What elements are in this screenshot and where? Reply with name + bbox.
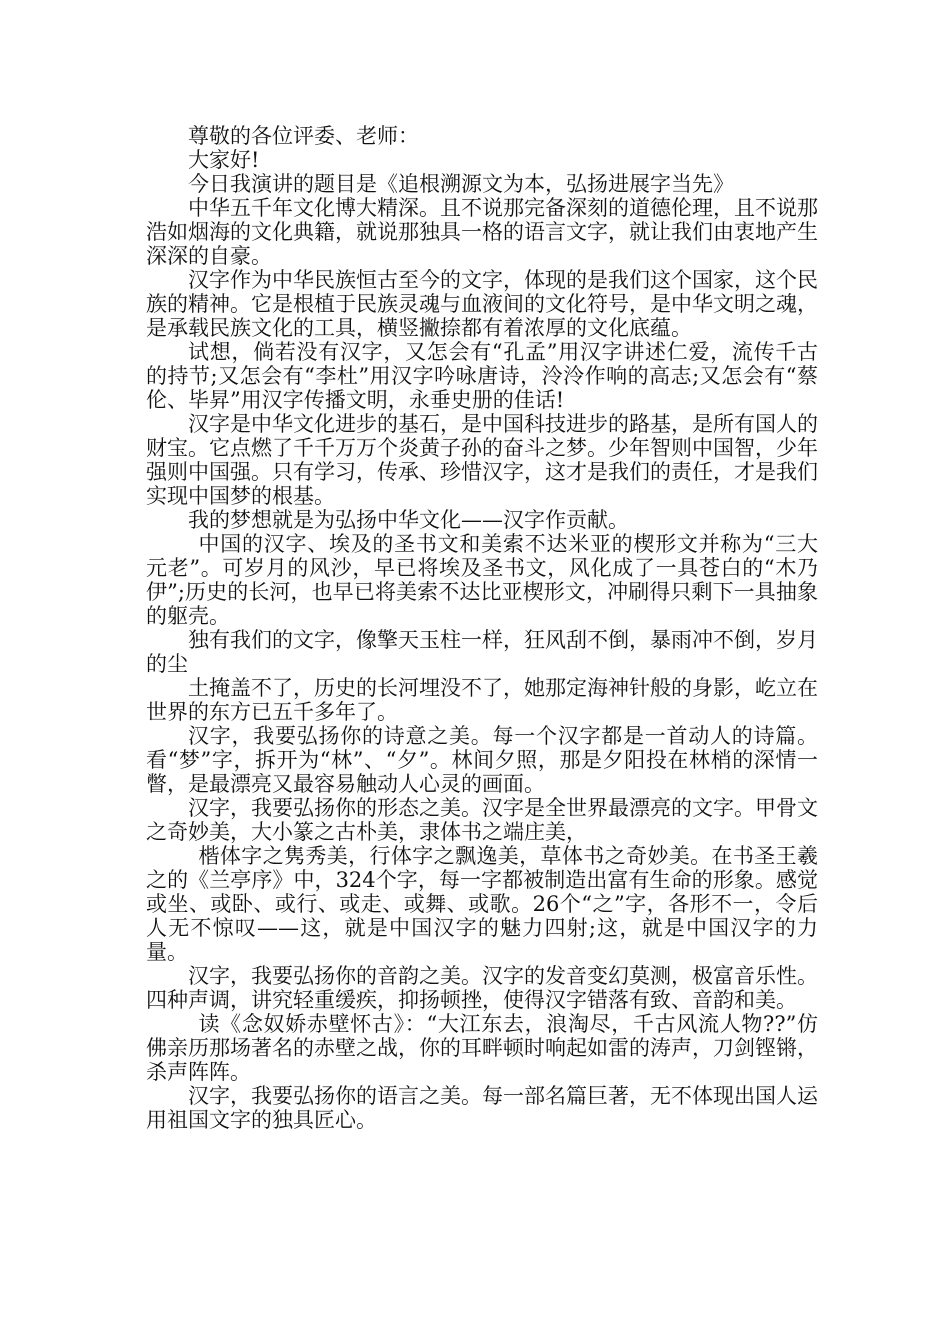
paragraph: 我的梦想就是为弘扬中华文化——汉字作贡献。 — [188, 508, 629, 532]
paragraph: 汉字，我要弘扬你的音韵之美。汉字的发音变幻莫测，极富音乐性。四种声调，讲究轻重缓疾，抑扬顿挫，使得汉字错落有致、音韵和美。 — [146, 964, 818, 1012]
paragraph: 中华五千年文化博大精深。且不说那完备深刻的道德伦理，且不说那浩如烟海的文化典籍，就说那独具一格的语言文字，就让我们由衷地产生深深的自豪。 — [146, 196, 818, 268]
paragraph: 读《念奴娇赤壁怀古》：“大江东去，浪淘尽，千古风流人物??”仿佛亲历那场著名的赤壁之战，你的耳畔顿时响起如雷的涛声，刀剑铿锵，杀声阵阵。 — [146, 1012, 818, 1084]
paragraph: 楷体字之隽秀美，行体字之飘逸美，草体书之奇妙美。在书圣王羲之的《兰亭序》中，324个字，每一字都被制造出富有生命的形象。感觉或坐、或卧、或行、或走、或舞、或歌。26个“之”字，各形不一，令后人无不惊叹——这，就是中国汉字的魅力四射;这，就是中国汉字的力量。 — [146, 844, 818, 964]
paragraph: 试想，倘若没有汉字，又怎会有“孔孟”用汉字讲述仁爱，流传千古的持节;又怎会有“李杜”用汉字吟咏唐诗，泠泠作响的高志;又怎会有“蔡伦、毕昇”用汉字传播文明，永垂史册的佳话! — [146, 340, 818, 412]
paragraph: 中国的汉字、埃及的圣书文和美索不达米亚的楔形文并称为“三大元老”。可岁月的风沙，早已将埃及圣书文，风化成了一具苍白的“木乃伊”;历史的长河，也早已将美索不达比亚楔形文，冲刷得只剩下一具抽象的躯壳。 — [146, 532, 818, 628]
paragraph: 独有我们的文字，像擎天玉柱一样，狂风刮不倒，暴雨冲不倒，岁月的尘 — [146, 628, 818, 676]
paragraph: 汉字作为中华民族恒古至今的文字，体现的是我们这个国家，这个民族的精神。它是根植于民族灵魂与血液间的文化符号，是中华文明之魂，是承载民族文化的工具，横竖撇捺都有着浓厚的文化底蕴。 — [146, 268, 818, 340]
salutation: 尊敬的各位评委、老师： — [188, 124, 419, 148]
paragraph: 土掩盖不了，历史的长河埋没不了，她那定海神针般的身影，屹立在世界的东方已五千多年了。 — [146, 676, 818, 724]
paragraph: 汉字，我要弘扬你的形态之美。汉字是全世界最漂亮的文字。甲骨文之奇妙美，大小篆之古朴美，隶体书之端庄美， — [146, 796, 818, 844]
speech-body — [146, 124, 818, 1132]
greeting: 大家好! — [188, 148, 260, 172]
paragraph: 汉字是中华文化进步的基石，是中国科技进步的路基，是所有国人的财宝。它点燃了千千万万个炎黄子孙的奋斗之梦。少年智则中国智，少年强则中国强。只有学习，传承、珍惜汉字，这才是我们的责任，才是我们实现中国梦的根基。 — [146, 412, 818, 508]
paragraph: 汉字，我要弘扬你的诗意之美。每一个汉字都是一首动人的诗篇。看“梦”字，拆开为“林”、“夕”。林间夕照，那是夕阳投在林梢的深情一瞥，是最漂亮又最容易触动人心灵的画面。 — [146, 724, 818, 796]
speech-topic: 今日我演讲的题目是《追根溯源文为本，弘扬进展字当先》 — [188, 172, 734, 196]
paragraph: 汉字，我要弘扬你的语言之美。每一部名篇巨著，无不体现出国人运用祖国文字的独具匠心。 — [146, 1084, 818, 1132]
